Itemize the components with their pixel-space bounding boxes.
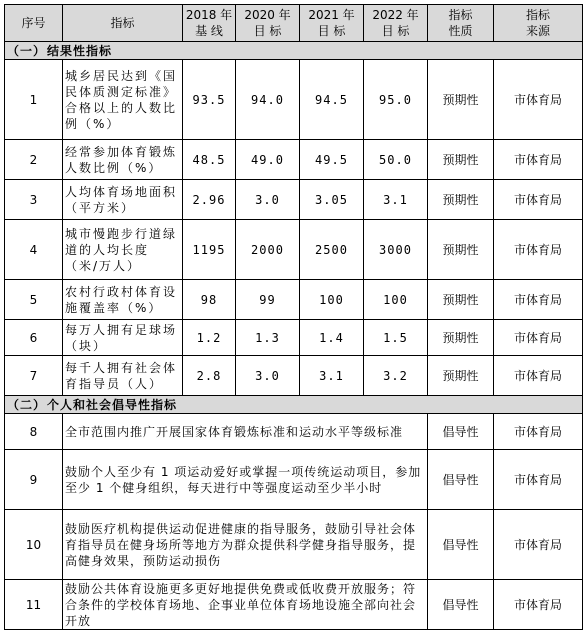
value-2020: 94.0 [236,60,300,140]
indicator-name: 每千人拥有社会体育指导员（人） [63,356,183,396]
value-2018: 98 [183,280,236,320]
table-row [5,220,583,280]
advocacy-rows [5,414,583,630]
indicator-nature: 预期性 [428,320,494,356]
header-seq: 序号 [5,5,63,42]
header-row [5,5,583,42]
value-2022: 95.0 [364,60,428,140]
value-2021: 1.4 [300,320,364,356]
indicator-nature: 预期性 [428,220,494,280]
indicator-name: 每万人拥有足球场（块） [63,320,183,356]
indicator-source: 市体育局 [494,140,583,180]
advocacy-text: 鼓励个人至少有 1 项运动爱好或掌握一项传统运动项目，参加至少 1 个健身组织，每天进行中等强度运动至少半小时 [63,450,428,510]
row-number: 3 [5,180,63,220]
row-number: 11 [5,580,63,630]
indicator-source: 市体育局 [494,450,583,510]
header-2021: 2021 年 目 标 [300,5,364,42]
value-2018: 93.5 [183,60,236,140]
table-row [5,140,583,180]
value-2022: 3.2 [364,356,428,396]
row-number: 2 [5,140,63,180]
advocacy-text: 鼓励医疗机构提供运动促进健康的指导服务，鼓励引导社会体育指导员在健身场所等地方为群众提供科学健身指导服务，提高健身效果，预防运动损伤 [63,510,428,580]
header-2022: 2022 年 目 标 [364,5,428,42]
row-number: 6 [5,320,63,356]
indicator-name: 农村行政村体育设施覆盖率（%） [63,280,183,320]
header-nature: 指标 性质 [428,5,494,42]
indicator-source: 市体育局 [494,320,583,356]
value-2020: 3.0 [236,356,300,396]
value-2018: 1.2 [183,320,236,356]
indicator-nature: 预期性 [428,356,494,396]
value-2018: 2.8 [183,356,236,396]
indicator-source: 市体育局 [494,60,583,140]
indicator-source: 市体育局 [494,280,583,320]
value-2021: 3.05 [300,180,364,220]
section-title: （一）结果性指标 [5,42,583,60]
table-row [5,180,583,220]
section-row-advocacy [5,396,583,414]
table-row [5,414,583,450]
indicator-nature: 预期性 [428,180,494,220]
value-2021: 94.5 [300,60,364,140]
indicator-nature: 预期性 [428,280,494,320]
value-2018: 1195 [183,220,236,280]
indicator-nature: 预期性 [428,140,494,180]
indicator-nature: 倡导性 [428,580,494,630]
section-row-result [5,42,583,60]
table-row [5,60,583,140]
value-2022: 3.1 [364,180,428,220]
advocacy-text: 鼓励公共体育设施更多更好地提供免费或低收费开放服务；符合条件的学校体育场地、企事业单位体育场地设施全部向社会开放 [63,580,428,630]
value-2022: 100 [364,280,428,320]
header-2018: 2018 年 基 线 [183,5,236,42]
table-row [5,356,583,396]
indicator-source: 市体育局 [494,580,583,630]
section-title: （二）个人和社会倡导性指标 [5,396,583,414]
row-number: 7 [5,356,63,396]
value-2018: 48.5 [183,140,236,180]
header-indicator: 指标 [63,5,183,42]
header-2020: 2020 年 目 标 [236,5,300,42]
indicator-name: 经常参加体育锻炼人数比例（%） [63,140,183,180]
table-row [5,580,583,630]
value-2018: 2.96 [183,180,236,220]
table-row [5,320,583,356]
indicator-nature: 倡导性 [428,510,494,580]
value-2020: 99 [236,280,300,320]
indicator-source: 市体育局 [494,180,583,220]
value-2022: 3000 [364,220,428,280]
value-2020: 3.0 [236,180,300,220]
row-number: 8 [5,414,63,450]
indicator-nature: 倡导性 [428,414,494,450]
indicator-source: 市体育局 [494,220,583,280]
value-2021: 100 [300,280,364,320]
indicator-source: 市体育局 [494,414,583,450]
result-rows [5,60,583,396]
value-2020: 1.3 [236,320,300,356]
advocacy-text: 全市范围内推广开展国家体育锻炼标准和运动水平等级标准 [63,414,428,450]
value-2021: 49.5 [300,140,364,180]
indicator-table [4,4,583,630]
indicator-nature: 倡导性 [428,450,494,510]
header-source: 指标 来源 [494,5,583,42]
indicator-nature: 预期性 [428,60,494,140]
row-number: 9 [5,450,63,510]
value-2021: 2500 [300,220,364,280]
row-number: 10 [5,510,63,580]
row-number: 4 [5,220,63,280]
value-2022: 1.5 [364,320,428,356]
value-2020: 2000 [236,220,300,280]
indicator-source: 市体育局 [494,510,583,580]
row-number: 5 [5,280,63,320]
value-2022: 50.0 [364,140,428,180]
indicator-name: 城乡居民达到《国民体质测定标准》合格以上的人数比例（%） [63,60,183,140]
indicator-name: 城市慢跑步行道绿道的人均长度（米/万人） [63,220,183,280]
table-row [5,510,583,580]
value-2020: 49.0 [236,140,300,180]
table-row [5,280,583,320]
value-2021: 3.1 [300,356,364,396]
indicator-name: 人均体育场地面积（平方米） [63,180,183,220]
row-number: 1 [5,60,63,140]
table-row [5,450,583,510]
indicator-source: 市体育局 [494,356,583,396]
